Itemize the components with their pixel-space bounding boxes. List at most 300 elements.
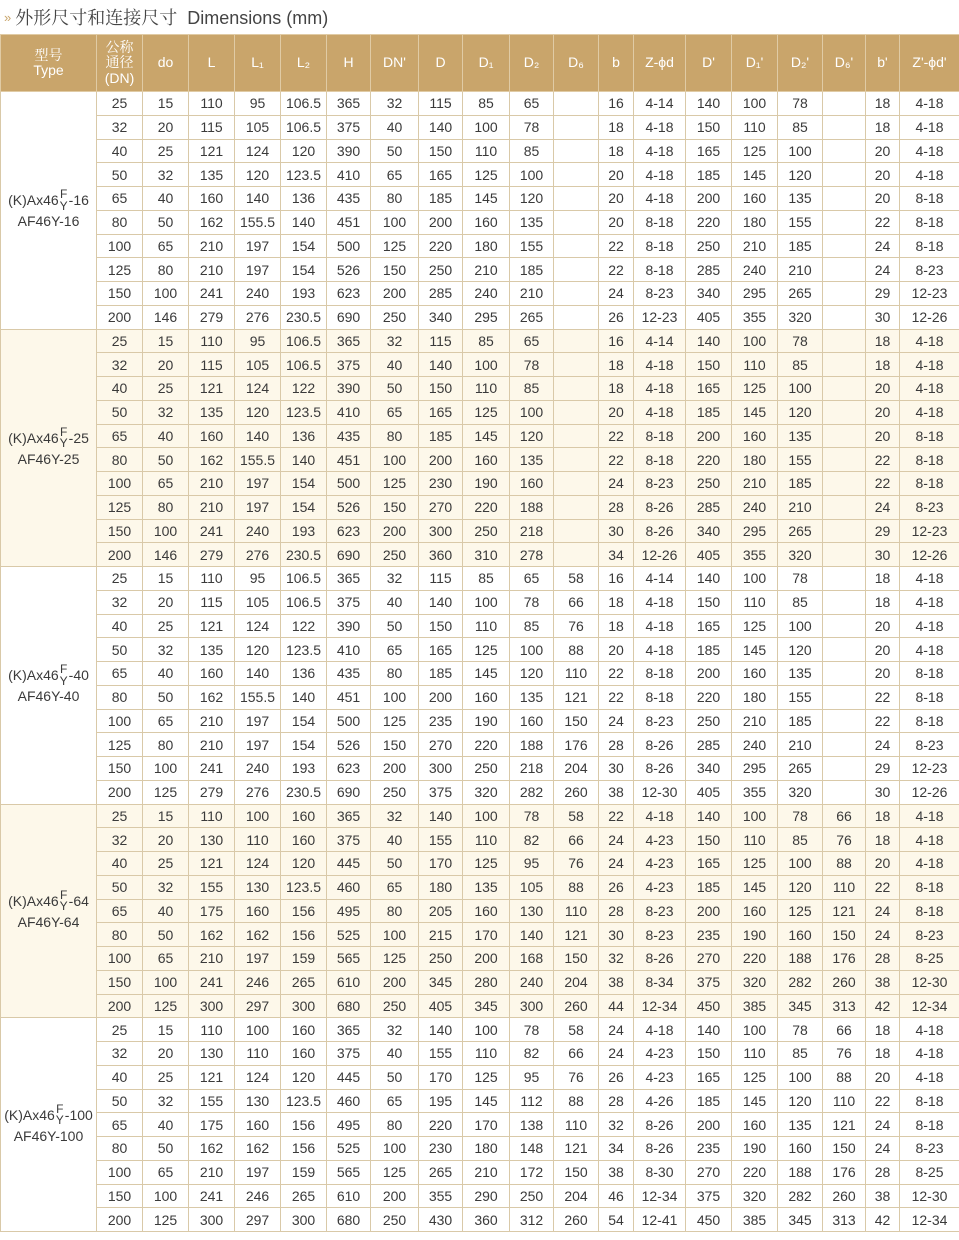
table-cell: 32 (371, 804, 419, 828)
table-row (1, 994, 959, 1018)
table-cell: 58 (554, 1018, 599, 1042)
table-cell: 185 (419, 187, 463, 211)
table-cell: 200 (686, 187, 732, 211)
table-cell: 22 (599, 804, 634, 828)
table-cell: 155.5 (235, 210, 281, 234)
table-cell: 30 (866, 543, 900, 567)
table-cell: 100 (463, 115, 510, 139)
col-header-d: D (419, 35, 463, 92)
table-cell: 4-18 (634, 638, 686, 662)
table-cell: 25 (97, 92, 143, 116)
material-code-top: F (59, 662, 68, 677)
table-cell: 250 (419, 258, 463, 282)
table-cell: 160 (463, 210, 510, 234)
table-cell: 4-18 (634, 400, 686, 424)
table-cell: 160 (281, 804, 327, 828)
table-cell: 300 (189, 994, 235, 1018)
table-cell: 265 (419, 1160, 463, 1184)
table-cell: 210 (189, 234, 235, 258)
table-cell: 135 (189, 163, 235, 187)
table-cell (554, 305, 599, 329)
table-cell: 100 (510, 163, 554, 187)
table-cell: 500 (327, 234, 371, 258)
table-cell: 18 (866, 828, 900, 852)
table-cell: 160 (189, 662, 235, 686)
table-cell: 188 (510, 733, 554, 757)
table-cell: 8-26 (634, 757, 686, 781)
table-cell: 25 (97, 567, 143, 591)
table-cell: 110 (235, 828, 281, 852)
table-cell: 18 (599, 353, 634, 377)
table-cell: 22 (599, 424, 634, 448)
table-cell: 22 (599, 258, 634, 282)
table-cell: 50 (371, 614, 419, 638)
table-cell: 312 (510, 1208, 554, 1232)
table-cell (823, 329, 866, 353)
table-cell: 300 (419, 757, 463, 781)
table-cell (823, 400, 866, 424)
table-cell: 136 (281, 662, 327, 686)
table-cell: 100 (732, 329, 778, 353)
table-cell: 135 (189, 638, 235, 662)
table-cell: 235 (686, 1137, 732, 1161)
table-cell: 140 (235, 424, 281, 448)
table-cell: 20 (143, 828, 189, 852)
table-cell: 4-14 (634, 92, 686, 116)
table-cell: 8-34 (634, 970, 686, 994)
table-cell: 450 (686, 994, 732, 1018)
table-cell: 100 (732, 92, 778, 116)
table-cell: 123.5 (281, 875, 327, 899)
table-row (1, 115, 959, 139)
table-cell: 235 (419, 709, 463, 733)
table-cell: 124 (235, 614, 281, 638)
table-cell: 12-23 (634, 305, 686, 329)
table-cell: 168 (510, 947, 554, 971)
table-cell: 155 (419, 828, 463, 852)
table-cell: 240 (235, 757, 281, 781)
table-cell: 135 (778, 187, 823, 211)
table-cell: 50 (97, 1089, 143, 1113)
table-cell: 610 (327, 1184, 371, 1208)
table-cell: 40 (97, 852, 143, 876)
table-cell: 125 (371, 1160, 419, 1184)
table-cell: 155 (189, 1089, 235, 1113)
table-cell: 8-23 (634, 899, 686, 923)
table-cell: 193 (281, 519, 327, 543)
type-model-alt: AF46Y-64 (17, 913, 80, 930)
table-cell: 240 (732, 733, 778, 757)
table-cell: 65 (371, 875, 419, 899)
table-cell: 65 (143, 709, 189, 733)
table-cell: 50 (143, 448, 189, 472)
table-cell: 4-18 (634, 590, 686, 614)
table-cell: 8-23 (900, 1137, 959, 1161)
table-cell: 8-18 (900, 899, 959, 923)
table-row (1, 1137, 959, 1161)
table-cell: 193 (281, 757, 327, 781)
table-row (1, 780, 959, 804)
table-cell: 445 (327, 852, 371, 876)
table-cell: 140 (686, 329, 732, 353)
type-model-alt: AF46Y-100 (13, 1127, 84, 1144)
table-cell: 279 (189, 305, 235, 329)
table-cell: 130 (235, 1089, 281, 1113)
table-cell: 160 (281, 1018, 327, 1042)
table-cell: 22 (866, 1089, 900, 1113)
table-cell: 80 (143, 495, 189, 519)
type-prefix: (K)Ax46 (4, 1106, 55, 1123)
table-cell: 190 (463, 709, 510, 733)
table-cell: 165 (686, 1065, 732, 1089)
table-cell: 106.5 (281, 590, 327, 614)
table-cell: 130 (189, 828, 235, 852)
table-cell: 12-26 (900, 780, 959, 804)
table-cell: 105 (235, 115, 281, 139)
table-cell: 170 (419, 852, 463, 876)
table-cell: 4-18 (900, 163, 959, 187)
table-cell: 270 (686, 947, 732, 971)
table-cell: 100 (97, 472, 143, 496)
table-cell: 265 (510, 305, 554, 329)
table-cell: 22 (866, 709, 900, 733)
type-prefix: (K)Ax46 (8, 429, 59, 446)
table-cell: 250 (686, 472, 732, 496)
table-cell: 140 (510, 923, 554, 947)
table-cell: 197 (235, 1160, 281, 1184)
table-cell: 120 (778, 400, 823, 424)
table-cell: 140 (419, 590, 463, 614)
table-cell: 80 (371, 187, 419, 211)
table-cell: 276 (235, 543, 281, 567)
table-cell: 154 (281, 258, 327, 282)
table-cell: 24 (866, 258, 900, 282)
table-cell: 125 (732, 852, 778, 876)
table-cell: 154 (281, 709, 327, 733)
table-cell: 390 (327, 614, 371, 638)
table-cell: 162 (189, 923, 235, 947)
table-cell: 300 (281, 1208, 327, 1232)
table-cell: 125 (143, 1208, 189, 1232)
table-cell: 15 (143, 329, 189, 353)
table-cell: 12-23 (900, 757, 959, 781)
table-row (1, 92, 959, 116)
table-cell: 110 (732, 115, 778, 139)
table-cell: 78 (778, 1018, 823, 1042)
material-code-stack (55, 1101, 64, 1128)
table-cell: 145 (732, 875, 778, 899)
table-cell: 297 (235, 994, 281, 1018)
table-cell: 185 (419, 662, 463, 686)
table-cell: 28 (866, 1160, 900, 1184)
table-cell: 197 (235, 495, 281, 519)
table-cell (823, 139, 866, 163)
table-cell: 155 (510, 234, 554, 258)
table-cell: 136 (281, 187, 327, 211)
col-header-d2-prime: D₂' (778, 35, 823, 92)
table-cell: 500 (327, 472, 371, 496)
table-cell: 124 (235, 139, 281, 163)
table-cell: 270 (419, 733, 463, 757)
table-cell: 15 (143, 567, 189, 591)
table-cell: 4-18 (900, 115, 959, 139)
table-cell: 200 (97, 994, 143, 1018)
table-cell: 623 (327, 282, 371, 306)
table-cell: 156 (281, 1137, 327, 1161)
table-cell: 300 (419, 519, 463, 543)
table-cell: 260 (554, 780, 599, 804)
table-cell: 150 (97, 1184, 143, 1208)
table-cell: 170 (419, 1065, 463, 1089)
table-cell: 24 (599, 828, 634, 852)
table-cell: 38 (599, 1160, 634, 1184)
table-cell: 25 (97, 804, 143, 828)
table-cell: 160 (778, 1137, 823, 1161)
table-cell: 100 (371, 685, 419, 709)
table-cell: 100 (510, 638, 554, 662)
table-row (1, 757, 959, 781)
table-cell: 188 (778, 947, 823, 971)
table-cell: 355 (732, 780, 778, 804)
table-cell: 125 (371, 234, 419, 258)
table-cell: 32 (97, 353, 143, 377)
table-cell: 8-18 (900, 685, 959, 709)
table-cell: 32 (97, 590, 143, 614)
table-cell: 150 (97, 519, 143, 543)
table-cell: 165 (419, 400, 463, 424)
table-cell: 4-18 (634, 163, 686, 187)
table-cell: 28 (599, 495, 634, 519)
table-cell: 250 (371, 1208, 419, 1232)
table-cell: 162 (189, 1137, 235, 1161)
table-cell: 100 (143, 519, 189, 543)
table-cell: 156 (281, 899, 327, 923)
table-cell: 40 (143, 424, 189, 448)
table-cell (823, 685, 866, 709)
table-cell: 180 (732, 685, 778, 709)
col-header-b: b (599, 35, 634, 92)
table-cell: 4-18 (634, 377, 686, 401)
table-cell: 220 (419, 234, 463, 258)
table-cell: 250 (371, 780, 419, 804)
table-cell (823, 234, 866, 258)
table-cell: 20 (866, 377, 900, 401)
table-cell: 4-18 (900, 1042, 959, 1066)
table-cell: 125 (97, 495, 143, 519)
table-cell: 32 (371, 92, 419, 116)
table-cell: 4-18 (634, 139, 686, 163)
table-cell: 218 (510, 519, 554, 543)
table-cell: 138 (510, 1113, 554, 1137)
table-cell: 200 (371, 519, 419, 543)
table-cell: 110 (189, 1018, 235, 1042)
table-cell: 85 (510, 139, 554, 163)
type-prefix: (K)Ax46 (8, 667, 59, 684)
table-cell (823, 163, 866, 187)
table-cell: 121 (189, 1065, 235, 1089)
table-cell: 180 (732, 448, 778, 472)
table-cell: 160 (463, 685, 510, 709)
table-cell: 204 (554, 970, 599, 994)
table-cell: 18 (866, 1018, 900, 1042)
table-cell: 8-23 (900, 495, 959, 519)
table-cell: 200 (97, 305, 143, 329)
table-cell: 451 (327, 210, 371, 234)
table-body (1, 92, 959, 1232)
table-cell: 8-18 (900, 210, 959, 234)
table-cell: 20 (866, 424, 900, 448)
table-cell: 360 (419, 543, 463, 567)
table-cell: 526 (327, 733, 371, 757)
table-cell: 95 (235, 567, 281, 591)
table-cell: 150 (371, 495, 419, 519)
table-cell: 197 (235, 947, 281, 971)
table-cell (554, 163, 599, 187)
table-cell: 12-30 (634, 780, 686, 804)
table-cell (823, 780, 866, 804)
table-row (1, 709, 959, 733)
table-row (1, 424, 959, 448)
table-cell: 22 (866, 448, 900, 472)
table-cell: 40 (97, 139, 143, 163)
table-cell: 410 (327, 163, 371, 187)
table-cell: 185 (510, 258, 554, 282)
table-cell: 230 (419, 1137, 463, 1161)
table-cell: 140 (419, 353, 463, 377)
table-cell: 80 (97, 923, 143, 947)
table-cell: 340 (686, 757, 732, 781)
table-cell: 40 (143, 187, 189, 211)
table-cell: 100 (510, 400, 554, 424)
material-code-bottom: Y (59, 899, 68, 914)
material-code-top: F (59, 424, 68, 439)
table-cell: 65 (371, 400, 419, 424)
table-cell: 210 (189, 947, 235, 971)
table-cell: 165 (686, 377, 732, 401)
table-cell: 20 (143, 353, 189, 377)
table-cell: 200 (97, 543, 143, 567)
table-cell: 218 (510, 757, 554, 781)
table-row (1, 614, 959, 638)
table-cell: 22 (599, 662, 634, 686)
type-model-code (8, 189, 89, 212)
table-cell: 150 (554, 1160, 599, 1184)
table-cell: 340 (419, 305, 463, 329)
table-row (1, 139, 959, 163)
table-cell: 282 (778, 1184, 823, 1208)
table-cell: 24 (866, 733, 900, 757)
table-cell: 270 (686, 1160, 732, 1184)
table-cell: 210 (189, 472, 235, 496)
type-suffix: -64 (68, 892, 89, 909)
table-cell: 320 (778, 305, 823, 329)
table-cell (554, 353, 599, 377)
table-cell: 123.5 (281, 163, 327, 187)
table-row (1, 923, 959, 947)
table-cell: 78 (510, 115, 554, 139)
table-cell: 200 (371, 757, 419, 781)
table-cell: 250 (371, 994, 419, 1018)
table-cell: 85 (510, 377, 554, 401)
table-cell: 4-18 (900, 92, 959, 116)
table-cell: 220 (419, 1113, 463, 1137)
table-cell: 8-18 (634, 424, 686, 448)
table-cell: 136 (281, 424, 327, 448)
table-cell: 220 (463, 733, 510, 757)
table-cell: 8-30 (634, 1160, 686, 1184)
table-cell: 125 (371, 947, 419, 971)
table-cell: 22 (599, 448, 634, 472)
table-cell: 200 (419, 685, 463, 709)
table-cell: 25 (97, 329, 143, 353)
table-row (1, 733, 959, 757)
table-cell: 623 (327, 519, 371, 543)
table-cell: 78 (510, 590, 554, 614)
table-cell: 123.5 (281, 400, 327, 424)
type-model-alt: AF46Y-25 (17, 450, 80, 467)
table-cell: 8-26 (634, 1137, 686, 1161)
table-cell: 110 (732, 353, 778, 377)
table-cell: 120 (281, 139, 327, 163)
table-row (1, 1113, 959, 1137)
table-cell: 195 (419, 1089, 463, 1113)
table-cell: 100 (143, 757, 189, 781)
table-cell: 188 (510, 495, 554, 519)
table-cell: 410 (327, 638, 371, 662)
table-cell: 18 (866, 115, 900, 139)
table-cell: 121 (823, 899, 866, 923)
table-cell: 156 (281, 1113, 327, 1137)
table-header-row (1, 35, 959, 92)
table-cell: 50 (371, 852, 419, 876)
table-cell: 278 (510, 543, 554, 567)
table-cell: 50 (371, 139, 419, 163)
table-cell: 185 (778, 709, 823, 733)
table-cell: 160 (235, 1113, 281, 1137)
table-cell: 345 (778, 994, 823, 1018)
table-cell: 340 (686, 519, 732, 543)
table-cell: 78 (510, 1018, 554, 1042)
table-cell: 185 (686, 1089, 732, 1113)
table-cell: 25 (143, 139, 189, 163)
table-cell: 32 (599, 1113, 634, 1137)
table-cell: 4-18 (900, 614, 959, 638)
table-cell: 565 (327, 947, 371, 971)
table-cell: 150 (371, 258, 419, 282)
table-cell: 4-18 (900, 638, 959, 662)
table-cell: 8-18 (900, 662, 959, 686)
table-cell: 260 (554, 994, 599, 1018)
table-cell: 241 (189, 282, 235, 306)
table-cell: 125 (732, 614, 778, 638)
table-cell: 32 (97, 115, 143, 139)
table-cell: 58 (554, 804, 599, 828)
table-cell: 32 (371, 1018, 419, 1042)
table-cell: 460 (327, 1089, 371, 1113)
table-cell: 80 (371, 662, 419, 686)
table-cell: 375 (327, 115, 371, 139)
table-cell: 85 (778, 115, 823, 139)
table-row (1, 353, 959, 377)
table-cell: 12-34 (634, 1184, 686, 1208)
table-cell: 210 (463, 258, 510, 282)
table-cell: 162 (189, 685, 235, 709)
table-cell: 12-26 (900, 543, 959, 567)
table-cell: 18 (866, 353, 900, 377)
table-cell: 435 (327, 187, 371, 211)
table-cell: 4-18 (634, 1018, 686, 1042)
table-cell: 162 (189, 210, 235, 234)
